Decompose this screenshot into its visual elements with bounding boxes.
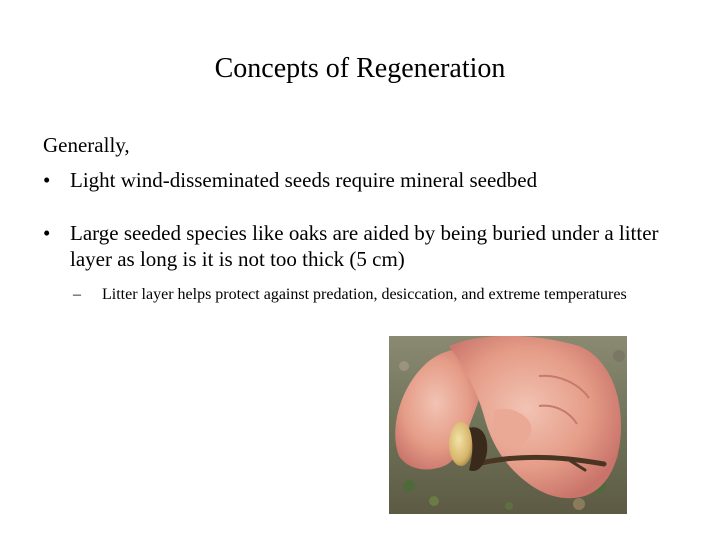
slide-title: Concepts of Regeneration (214, 53, 506, 84)
bullet-marker: • (43, 168, 51, 192)
bullet-text: Large seeded species like oaks are aided by being buried under a litter layer as long is it is not too thick (5 cm) (70, 221, 659, 271)
sub-bullet-marker: – (73, 286, 81, 303)
acorn-hand-photo (389, 336, 627, 514)
bullet-text: Light wind-disseminated seeds require mineral seedbed (70, 168, 538, 192)
acorn-hand-illustration (389, 336, 627, 514)
bullet-marker: • (43, 221, 51, 245)
intro-text: Generally, (43, 133, 130, 157)
sub-bullet-text: Litter layer helps protect against predation, desiccation, and extreme temperatures (102, 286, 627, 303)
